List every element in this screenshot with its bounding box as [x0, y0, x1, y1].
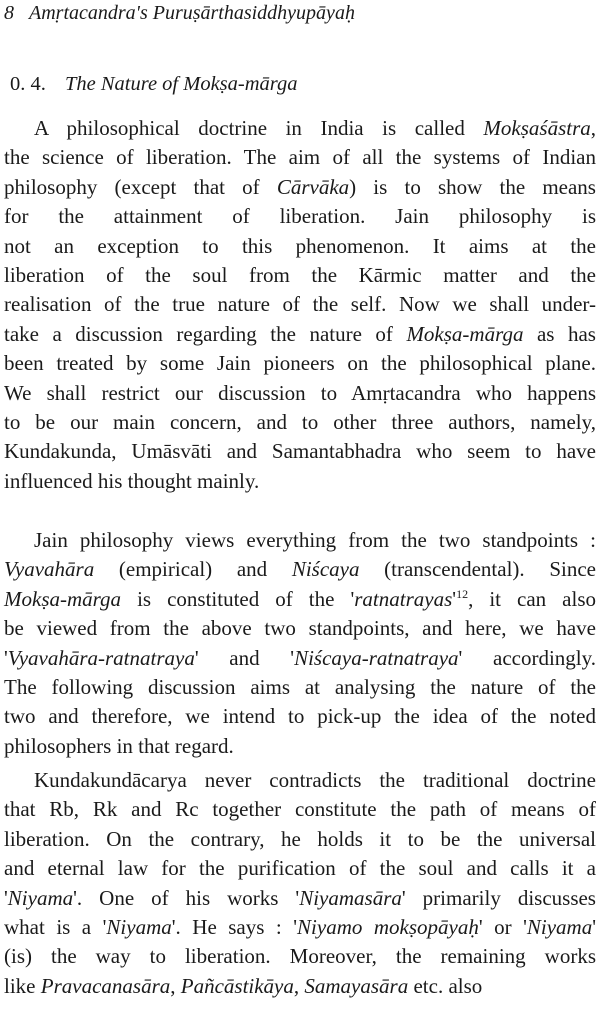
text-line: been treated by some Jain pioneers on the philosophical plane. — [4, 351, 596, 376]
text-line: Kundakunda, Umāsvāti and Samantabhadra who seem to have — [4, 439, 596, 464]
italic-term: Niyama — [106, 914, 172, 939]
running-head-title: Amṛtacandra's Puruṣārthasiddhyupāyaḥ — [29, 2, 355, 24]
text-line: what is a 'Niyama'. He says : 'Niyamo mokṣopāyaḥ' or 'Niyama' — [4, 914, 597, 939]
text-line: like Pravacanasāra, Pañcāstikāya, Samayasāra etc. also — [4, 973, 483, 998]
running-head — [4, 0, 594, 26]
text-line: philosophy (except that of Cārvāka) is to show the means — [4, 174, 596, 199]
text-line: the science of liberation. The aim of all the systems of Indian — [4, 145, 596, 170]
text-line: philosophers in that regard. — [4, 733, 234, 758]
section-heading — [10, 70, 298, 98]
text-line: The following discussion aims at analysing the nature of the — [4, 674, 596, 699]
text-line: realisation of the true nature of the self. Now we shall under- — [4, 292, 596, 317]
italic-term: Pañcāstikāya — [180, 973, 294, 998]
text-line: liberation. On the contrary, he holds it to be the universal — [4, 826, 596, 851]
text-line: (is) the way to liberation. Moreover, the remaining works — [4, 944, 596, 969]
italic-term: Niyamo mokṣopāyaḥ — [297, 914, 479, 939]
section-title: The Nature of Mokṣa-mārga — [65, 73, 298, 95]
paragraph-2 — [4, 526, 596, 761]
text-line: We shall restrict our discussion to Amṛtacandra who happens — [4, 380, 596, 405]
italic-term: Niyamasāra — [299, 885, 402, 910]
text-line: not an exception to this phenomenon. It aims at the — [4, 233, 596, 258]
italic-term: Niścaya-ratnatraya — [294, 645, 459, 670]
text-line: 'Vyavahāra-ratnatraya' and 'Niścaya-ratnatraya' accordingly. — [4, 645, 597, 670]
paragraph-3 — [4, 766, 596, 1001]
italic-term: Niścaya — [291, 557, 360, 582]
italic-term: Niyama — [7, 885, 74, 910]
text-line: liberation of the soul from the Kārmic matter and the — [4, 262, 596, 287]
text-line: be viewed from the above two standpoints, and here, we have — [4, 616, 596, 641]
italic-term: Mokṣa-mārga — [4, 586, 122, 611]
italic-term: Vyavahāra-ratnatraya — [7, 645, 195, 670]
italic-term: Vyavahāra — [4, 557, 95, 582]
italic-term: ratnatrayas — [354, 586, 453, 611]
italic-term: Niyama — [526, 914, 593, 939]
italic-term: Mokṣa-mārga — [406, 321, 524, 346]
text-line: for the attainment of liberation. Jain philosophy is — [4, 204, 596, 229]
text-line: Mokṣa-mārga is constituted of the '$ratnatrayas'^{12}$, it can also — [4, 586, 597, 611]
italic-term: Cārvāka — [276, 174, 350, 199]
italic-term: Pravacanasāra — [40, 973, 171, 998]
section-number: 0. 4. — [10, 73, 46, 95]
paragraph-1 — [4, 114, 596, 496]
text-line: and eternal law for the purification of the soul and calls it a — [4, 856, 596, 881]
text-line: Jain philosophy views everything from the two standpoints : — [34, 528, 596, 552]
text-line: influenced his thought mainly. — [4, 468, 260, 493]
italic-term: Samayasāra — [304, 973, 409, 998]
text-line: 'Niyama'. One of his works 'Niyamasāra' primarily discusses — [4, 885, 596, 910]
text-line: take a discussion regarding the nature of Mokṣa-mārga as has — [4, 321, 596, 346]
page-number: 8 — [4, 2, 14, 24]
text-line: Vyavahāra (empirical) and Niścaya (transcendental). Since — [4, 557, 596, 582]
footnote-ref: 12 — [456, 586, 469, 601]
text-line: two and therefore, we intend to pick-up the idea of the noted — [4, 704, 596, 729]
text-line: that Rb, Rk and Rc together constitute the path of means of — [4, 797, 596, 822]
text-line: to be our main concern, and to other three authors, namely, — [4, 409, 596, 434]
italic-term: Mokṣaśāstra — [483, 116, 591, 140]
text-line: Kundakundācarya never contradicts the traditional doctrine — [34, 768, 596, 792]
text-line: A philosophical doctrine in India is called Mokṣaśāstra, — [34, 116, 596, 140]
